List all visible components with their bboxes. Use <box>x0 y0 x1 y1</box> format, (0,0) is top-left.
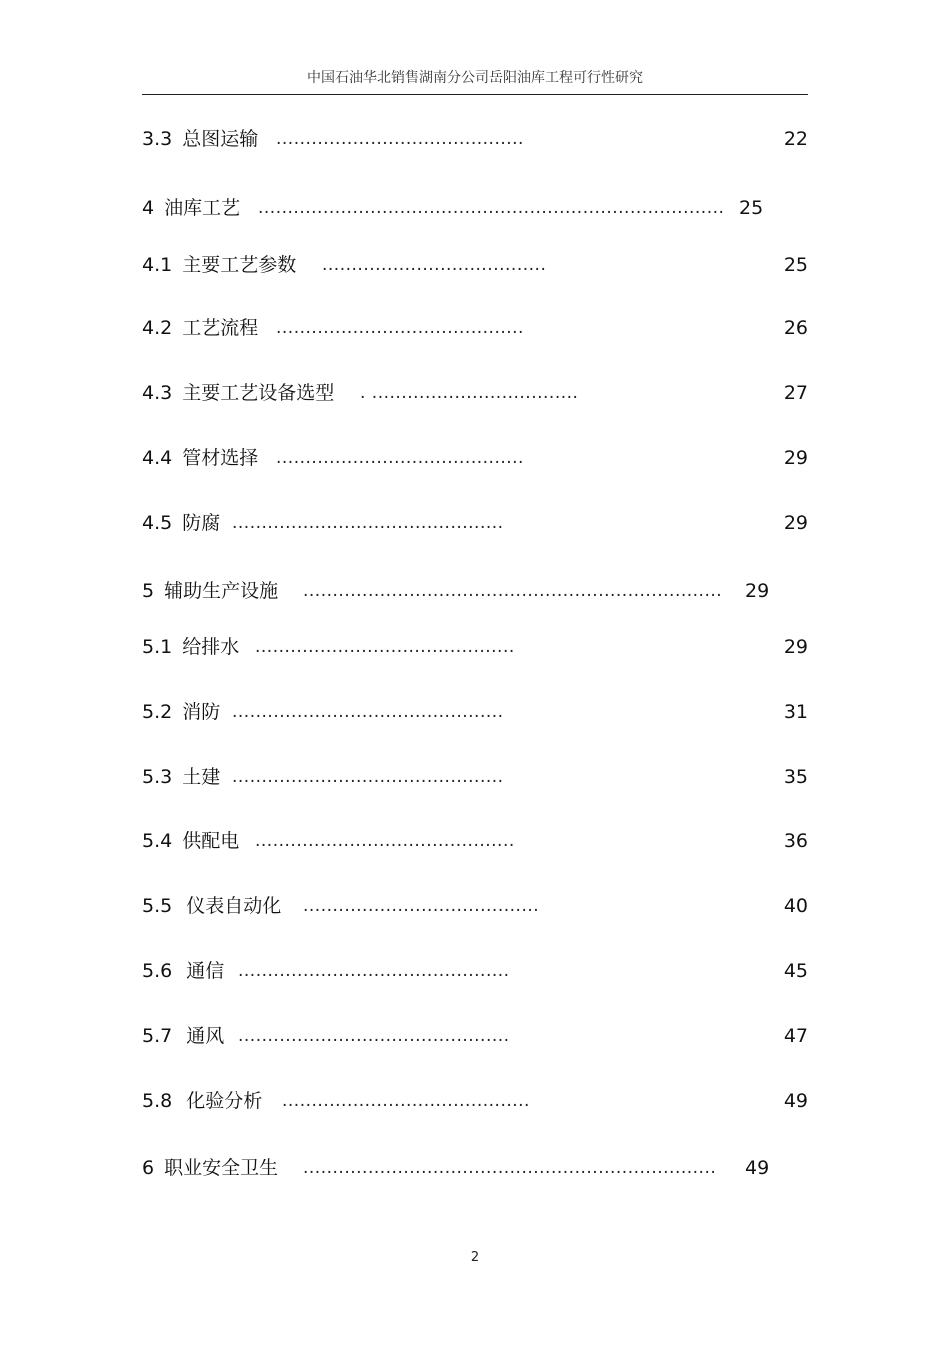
toc-leader-dots: .............................................. <box>232 513 504 533</box>
toc-entry-4-4[interactable] <box>142 444 808 472</box>
toc-leader-dots: .............................................. <box>238 1026 510 1046</box>
toc-leader-dots: .............................................. <box>232 702 504 722</box>
toc-title: 主要工艺参数 <box>182 254 297 276</box>
toc-entry-5-6[interactable] <box>142 957 808 985</box>
toc-leader-dots: ...................................................................... <box>303 1158 717 1178</box>
toc-leader-dots: .............................................. <box>232 767 504 787</box>
toc-entry-5-4[interactable] <box>142 827 808 855</box>
toc-number: 5.1 <box>142 636 173 658</box>
toc-number: 5.2 <box>142 701 173 723</box>
toc-page-number: 35 <box>783 766 808 788</box>
toc-leader-dots: ............................................ <box>255 637 515 657</box>
toc-leader-dots: ........................................ <box>303 896 540 916</box>
toc-page-number: 36 <box>783 830 808 852</box>
toc-number: 5.8 <box>142 1090 173 1112</box>
toc-entry-3-3[interactable] <box>142 125 808 153</box>
toc-number: 5.6 <box>142 960 173 982</box>
toc-title: 仪表自动化 <box>186 895 282 917</box>
toc-page-number: 47 <box>783 1025 808 1047</box>
toc-leader-dots: ............................................ <box>255 831 515 851</box>
toc-title: 通风 <box>186 1025 225 1047</box>
toc-page-number: 40 <box>783 895 808 917</box>
toc-leader-dots: .............................................. <box>238 961 510 981</box>
toc-leader-dots: .......................................... <box>282 1091 530 1111</box>
toc-entry-4-5[interactable] <box>142 509 808 537</box>
toc-number: 5.7 <box>142 1025 173 1047</box>
toc-number: 4.1 <box>142 254 173 276</box>
toc-title: 消防 <box>182 701 221 723</box>
toc-page-number: 25 <box>783 254 808 276</box>
toc-title: 土建 <box>182 766 221 788</box>
toc-title: 管材选择 <box>182 447 259 469</box>
toc-page-number: 29 <box>745 580 770 602</box>
toc-number: 4.4 <box>142 447 173 469</box>
toc-number: 4.3 <box>142 382 173 404</box>
toc-entry-5-3[interactable] <box>142 763 808 791</box>
toc-page-number: 31 <box>783 701 808 723</box>
toc-title: 通信 <box>186 960 225 982</box>
toc-leader-dots: ...................................... <box>322 255 547 275</box>
toc-title: 化验分析 <box>186 1090 263 1112</box>
toc-entry-5[interactable] <box>142 577 770 605</box>
toc-entry-5-5[interactable] <box>142 892 808 920</box>
toc-page-number: 29 <box>783 512 808 534</box>
toc-title: 工艺流程 <box>182 317 259 339</box>
toc-entry-6[interactable] <box>142 1154 770 1182</box>
toc-leader-dots: ....................................................................... <box>303 581 723 601</box>
toc-title: 辅助生产设施 <box>164 580 279 602</box>
toc-page-number: 49 <box>745 1157 770 1179</box>
toc-entry-4[interactable] <box>142 194 764 222</box>
page-number: 2 <box>470 1250 480 1265</box>
toc-page-number: 27 <box>783 382 808 404</box>
toc-page-number: 49 <box>783 1090 808 1112</box>
toc-leader-dots: .......................................... <box>276 129 524 149</box>
toc-title: 职业安全卫生 <box>164 1157 279 1179</box>
toc-number: 6 <box>142 1157 155 1179</box>
toc-entry-5-2[interactable] <box>142 698 808 726</box>
toc-leader-dots: .......................................... <box>276 318 524 338</box>
toc-title: 给排水 <box>182 636 240 658</box>
toc-number: 5 <box>142 580 155 602</box>
toc-title: 总图运输 <box>182 128 259 150</box>
toc-entry-4-3[interactable] <box>142 379 808 407</box>
toc-title: 供配电 <box>182 830 240 852</box>
toc-page-number: 45 <box>783 960 808 982</box>
header-divider <box>142 94 808 95</box>
toc-title: 防腐 <box>182 512 221 534</box>
toc-number: 5.4 <box>142 830 173 852</box>
toc-entry-5-7[interactable] <box>142 1022 808 1050</box>
toc-title: 油库工艺 <box>164 197 241 219</box>
toc-number: 5.3 <box>142 766 173 788</box>
toc-entry-5-1[interactable] <box>142 633 808 661</box>
toc-number: 3.3 <box>142 128 173 150</box>
toc-entry-5-8[interactable] <box>142 1087 808 1115</box>
toc-number: 4.5 <box>142 512 173 534</box>
running-header: 中国石油华北销售湖南分公司岳阳油库工程可行性研究 <box>307 70 643 86</box>
toc-entry-4-2[interactable] <box>142 314 808 342</box>
toc-leader-dots: .......................................... <box>276 448 524 468</box>
toc-page-number: 29 <box>783 447 808 469</box>
toc-page-number: 29 <box>783 636 808 658</box>
toc-number: 5.5 <box>142 895 173 917</box>
toc-page-number: 25 <box>739 197 764 219</box>
toc-page-number: 26 <box>783 317 808 339</box>
toc-page-number: 22 <box>783 128 808 150</box>
toc-entry-4-1[interactable] <box>142 251 808 279</box>
toc-number: 4 <box>142 197 155 219</box>
toc-leader-dots: ............................................................................... <box>258 198 725 218</box>
toc-number: 4.2 <box>142 317 173 339</box>
toc-title: 主要工艺设备选型 <box>182 382 335 404</box>
toc-leader-dots: . ................................... <box>360 383 579 403</box>
